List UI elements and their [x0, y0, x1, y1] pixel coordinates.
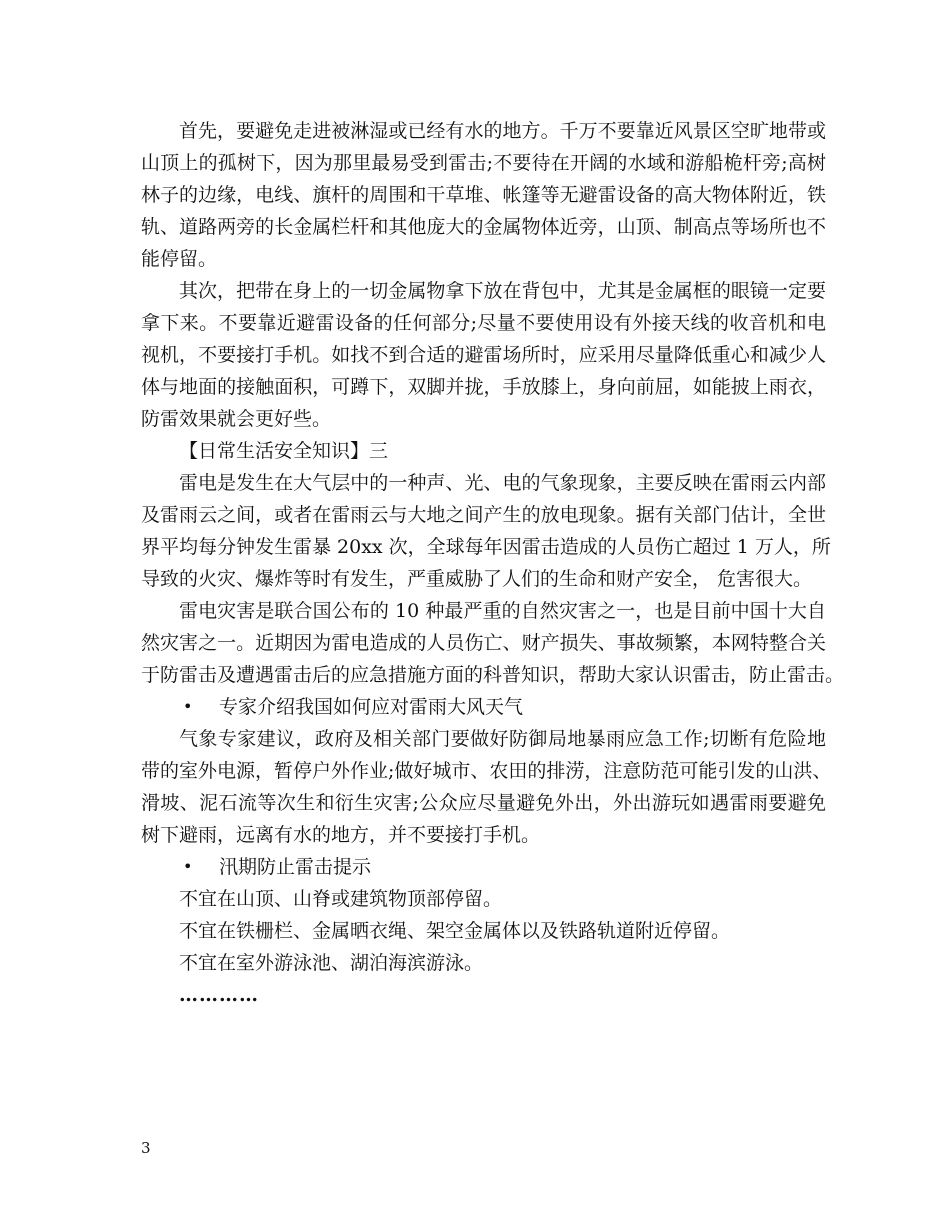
- text-line: 树下避雨，远离有水的地方，并不要接打手机。: [141, 824, 541, 846]
- bullet-text: 专家介绍我国如何应对雷雨大风天气: [219, 696, 524, 718]
- text-line: 能停留。: [141, 248, 218, 270]
- bullet-item-expert: [141, 691, 826, 723]
- paragraph-lightning-avoid-wet: [141, 115, 826, 275]
- text-line: 拿下来。不要靠近避雷设备的任何部分;尽量不要使用设有外接天线的收音机和电: [141, 312, 826, 334]
- ellipsis: …………: [179, 984, 259, 1006]
- section-heading: [141, 435, 826, 467]
- text-line: 气象专家建议，政府及相关部门要做好防御局地暴雨应急工作;切断有危险地: [179, 728, 826, 750]
- paragraph-lightning-disaster: [141, 595, 845, 691]
- text-line: 山顶上的孤树下，因为那里最易受到雷击;不要待在开阔的水域和游船桅杆旁;高树: [141, 152, 826, 174]
- tips-list: [141, 883, 826, 979]
- document-body: [141, 115, 845, 1011]
- text-line: 雷电灾害是联合国公布的 10 种最严重的自然灾害之一，也是目前中国十大自: [179, 600, 826, 622]
- text-line: 首先，要避免走进被淋湿或已经有水的地方。千万不要靠近风景区空旷地带或: [179, 120, 826, 142]
- text-line: 于防雷击及遭遇雷击后的应急措施方面的科普知识，帮助大家认识雷击，防止雷击。: [141, 664, 845, 686]
- text-line: 轨、道路两旁的长金属栏杆和其他庞大的金属物体近旁，山顶、制高点等场所也不: [141, 216, 826, 238]
- text-line: 林子的边缘，电线、旗杆的周围和干草堆、帐篷等无避雷设备的高大物体附近，铁: [141, 184, 826, 206]
- bullet-text: 汛期防止雷击提示: [219, 856, 372, 878]
- text-line: 雷电是发生在大气层中的一种声、光、电的气象现象，主要反映在雷雨云内部: [179, 472, 826, 494]
- text-line: 防雷效果就会更好些。: [141, 408, 332, 430]
- text-line: 导致的火灾、爆炸等时有发生，严重威胁了人们的生命和财产安全， 危害很大。: [141, 568, 813, 590]
- tip-item: 不宜在山顶、山脊或建筑物顶部停留。: [179, 888, 503, 910]
- bullet-icon: •: [183, 697, 193, 716]
- page-number: 3: [141, 1139, 151, 1157]
- text-line: 带的室外电源，暂停户外作业;做好城市、农田的排涝，注意防范可能引发的山洪、: [141, 760, 832, 782]
- paragraph-lightning-definition: [141, 467, 831, 595]
- text-line: 及雷雨云之间，或者在雷雨云与大地之间产生的放电现象。据有关部门估计，全世: [141, 504, 826, 526]
- text-line: 滑坡、泥石流等次生和衍生灾害;公众应尽量避免外出，外出游玩如遇雷雨要避免: [141, 792, 826, 814]
- text-line: 然灾害之一。近期因为雷电造成的人员伤亡、财产损失、事故频繁，本网特整合关: [141, 632, 826, 654]
- bullet-item-flood-season: [141, 851, 826, 883]
- text-line: 视机，不要接打手机。如找不到合适的避雷场所时，应采用尽量降低重心和减少人: [141, 344, 826, 366]
- paragraph-expert-advice: [141, 723, 832, 851]
- tip-item: 不宜在室外游泳池、湖泊海滨游泳。: [179, 952, 484, 974]
- text-line: 体与地面的接触面积，可蹲下，双脚并拢，手放膝上，身向前屈，如能披上雨衣，: [141, 376, 826, 398]
- text-line: 界平均每分钟发生雷暴 20xx 次，全球每年因雷击造成的人员伤亡超过 1 万人，所: [141, 536, 831, 558]
- bullet-icon: •: [183, 857, 193, 876]
- paragraph-lightning-metal: [141, 275, 826, 435]
- heading-text: 【日常生活安全知识】三: [179, 440, 389, 462]
- tip-item: 不宜在铁栅栏、金属晒衣绳、架空金属体以及铁路轨道附近停留。: [179, 920, 731, 942]
- text-line: 其次，把带在身上的一切金属物拿下放在背包中，尤其是金属框的眼镜一定要: [179, 280, 826, 302]
